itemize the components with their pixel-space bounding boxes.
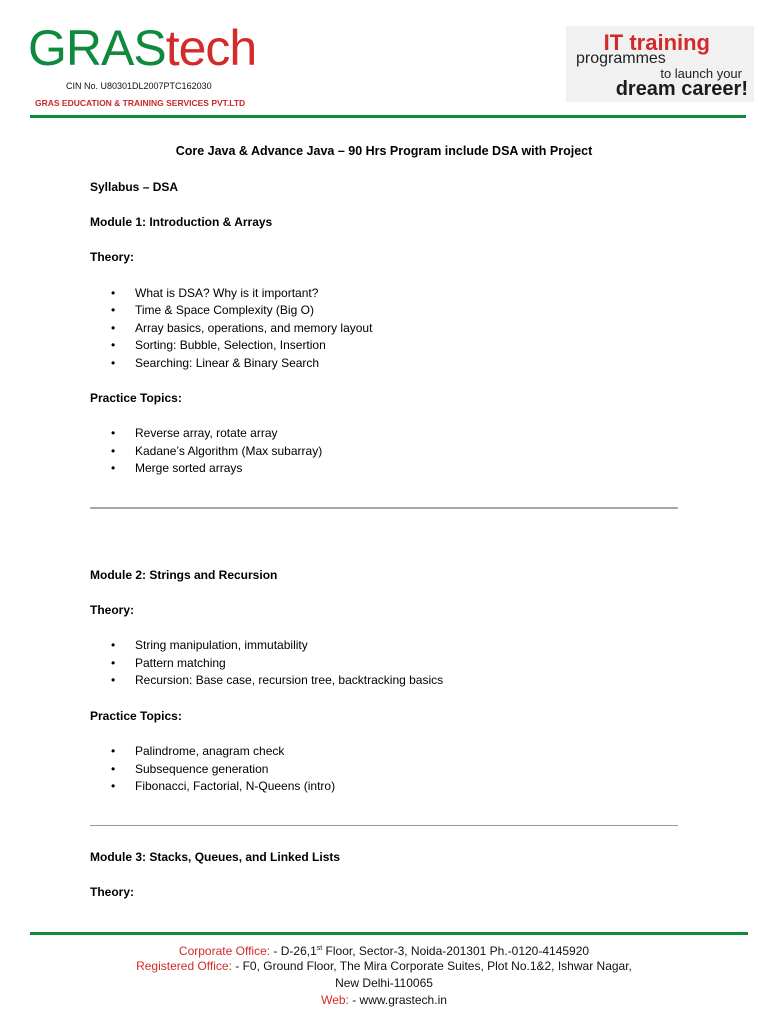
grastech-logo xyxy=(28,20,256,76)
title-rest: – 90 Hrs Program include DSA with Project xyxy=(334,144,593,158)
bullet-icon: • xyxy=(111,444,116,458)
bullet-icon: • xyxy=(111,744,116,758)
module-1-theory-label: Theory: xyxy=(90,250,135,264)
page-title xyxy=(0,144,768,158)
section-divider xyxy=(90,507,678,509)
web-link[interactable]: - www.grastech.in xyxy=(348,993,447,1007)
bullet-icon: • xyxy=(111,656,116,670)
bullet-icon: • xyxy=(111,303,116,317)
module-2-theory-label: Theory: xyxy=(90,603,135,617)
promo-line-2: programmes xyxy=(576,50,666,67)
syllabus-heading: Syllabus – DSA xyxy=(90,180,179,194)
bullet-icon: • xyxy=(111,338,116,352)
title-bold: Core Java & Advance Java xyxy=(175,144,335,158)
logo-gras-text: GRAS xyxy=(28,20,166,76)
bullet-icon: • xyxy=(111,321,116,335)
corporate-office-label: Corporate Office: xyxy=(178,944,271,958)
bullet-icon: • xyxy=(111,673,116,687)
footer-corporate-office: Corporate Office: - D-26,1st Floor, Sector-3, Noida-201301 Ph.-0120-4145920 xyxy=(178,944,590,958)
footer-registered-office: Registered Office: - F0, Ground Floor, The Mira Corporate Suites, Plot No.1&2, Ishwar Nagar, xyxy=(136,959,632,973)
module-3-theory-label: Theory: xyxy=(90,885,135,899)
promo-line-4: dream career! xyxy=(615,78,748,100)
logo-tech-text: tech xyxy=(165,20,257,76)
bullet-icon: • xyxy=(111,461,116,475)
module-2-practice-label: Practice Topics: xyxy=(90,709,182,723)
promo-line-3: to launch your xyxy=(660,66,742,81)
promo-line-1: IT training xyxy=(603,30,710,55)
footer-divider xyxy=(30,932,748,935)
module-1-title: Module 1: Introduction & Arrays xyxy=(90,215,273,229)
company-name: GRAS EDUCATION & TRAINING SERVICES PVT.LTD xyxy=(35,98,246,108)
bullet-icon: • xyxy=(111,286,116,300)
bullet-icon: • xyxy=(111,779,116,793)
module-2-title: Module 2: Strings and Recursion xyxy=(90,568,278,582)
module-3-title: Module 3: Stacks, Queues, and Linked Lists xyxy=(90,850,341,864)
header-divider xyxy=(30,115,746,118)
section-divider xyxy=(90,825,678,826)
bullet-icon: • xyxy=(111,638,116,652)
bullet-icon: • xyxy=(111,356,116,370)
registered-office-label: Registered Office: xyxy=(136,959,232,973)
module-1-practice-label: Practice Topics: xyxy=(90,391,182,405)
cin-number: CIN No. U80301DL2007PTC162030 xyxy=(66,81,212,91)
bullet-icon: • xyxy=(111,426,116,440)
footer-web xyxy=(0,992,768,1009)
bullet-icon: • xyxy=(111,762,116,776)
footer-registered-office-line2: New Delhi-110065 xyxy=(335,976,433,990)
promo-banner xyxy=(566,26,754,102)
web-label: Web: xyxy=(321,993,349,1007)
